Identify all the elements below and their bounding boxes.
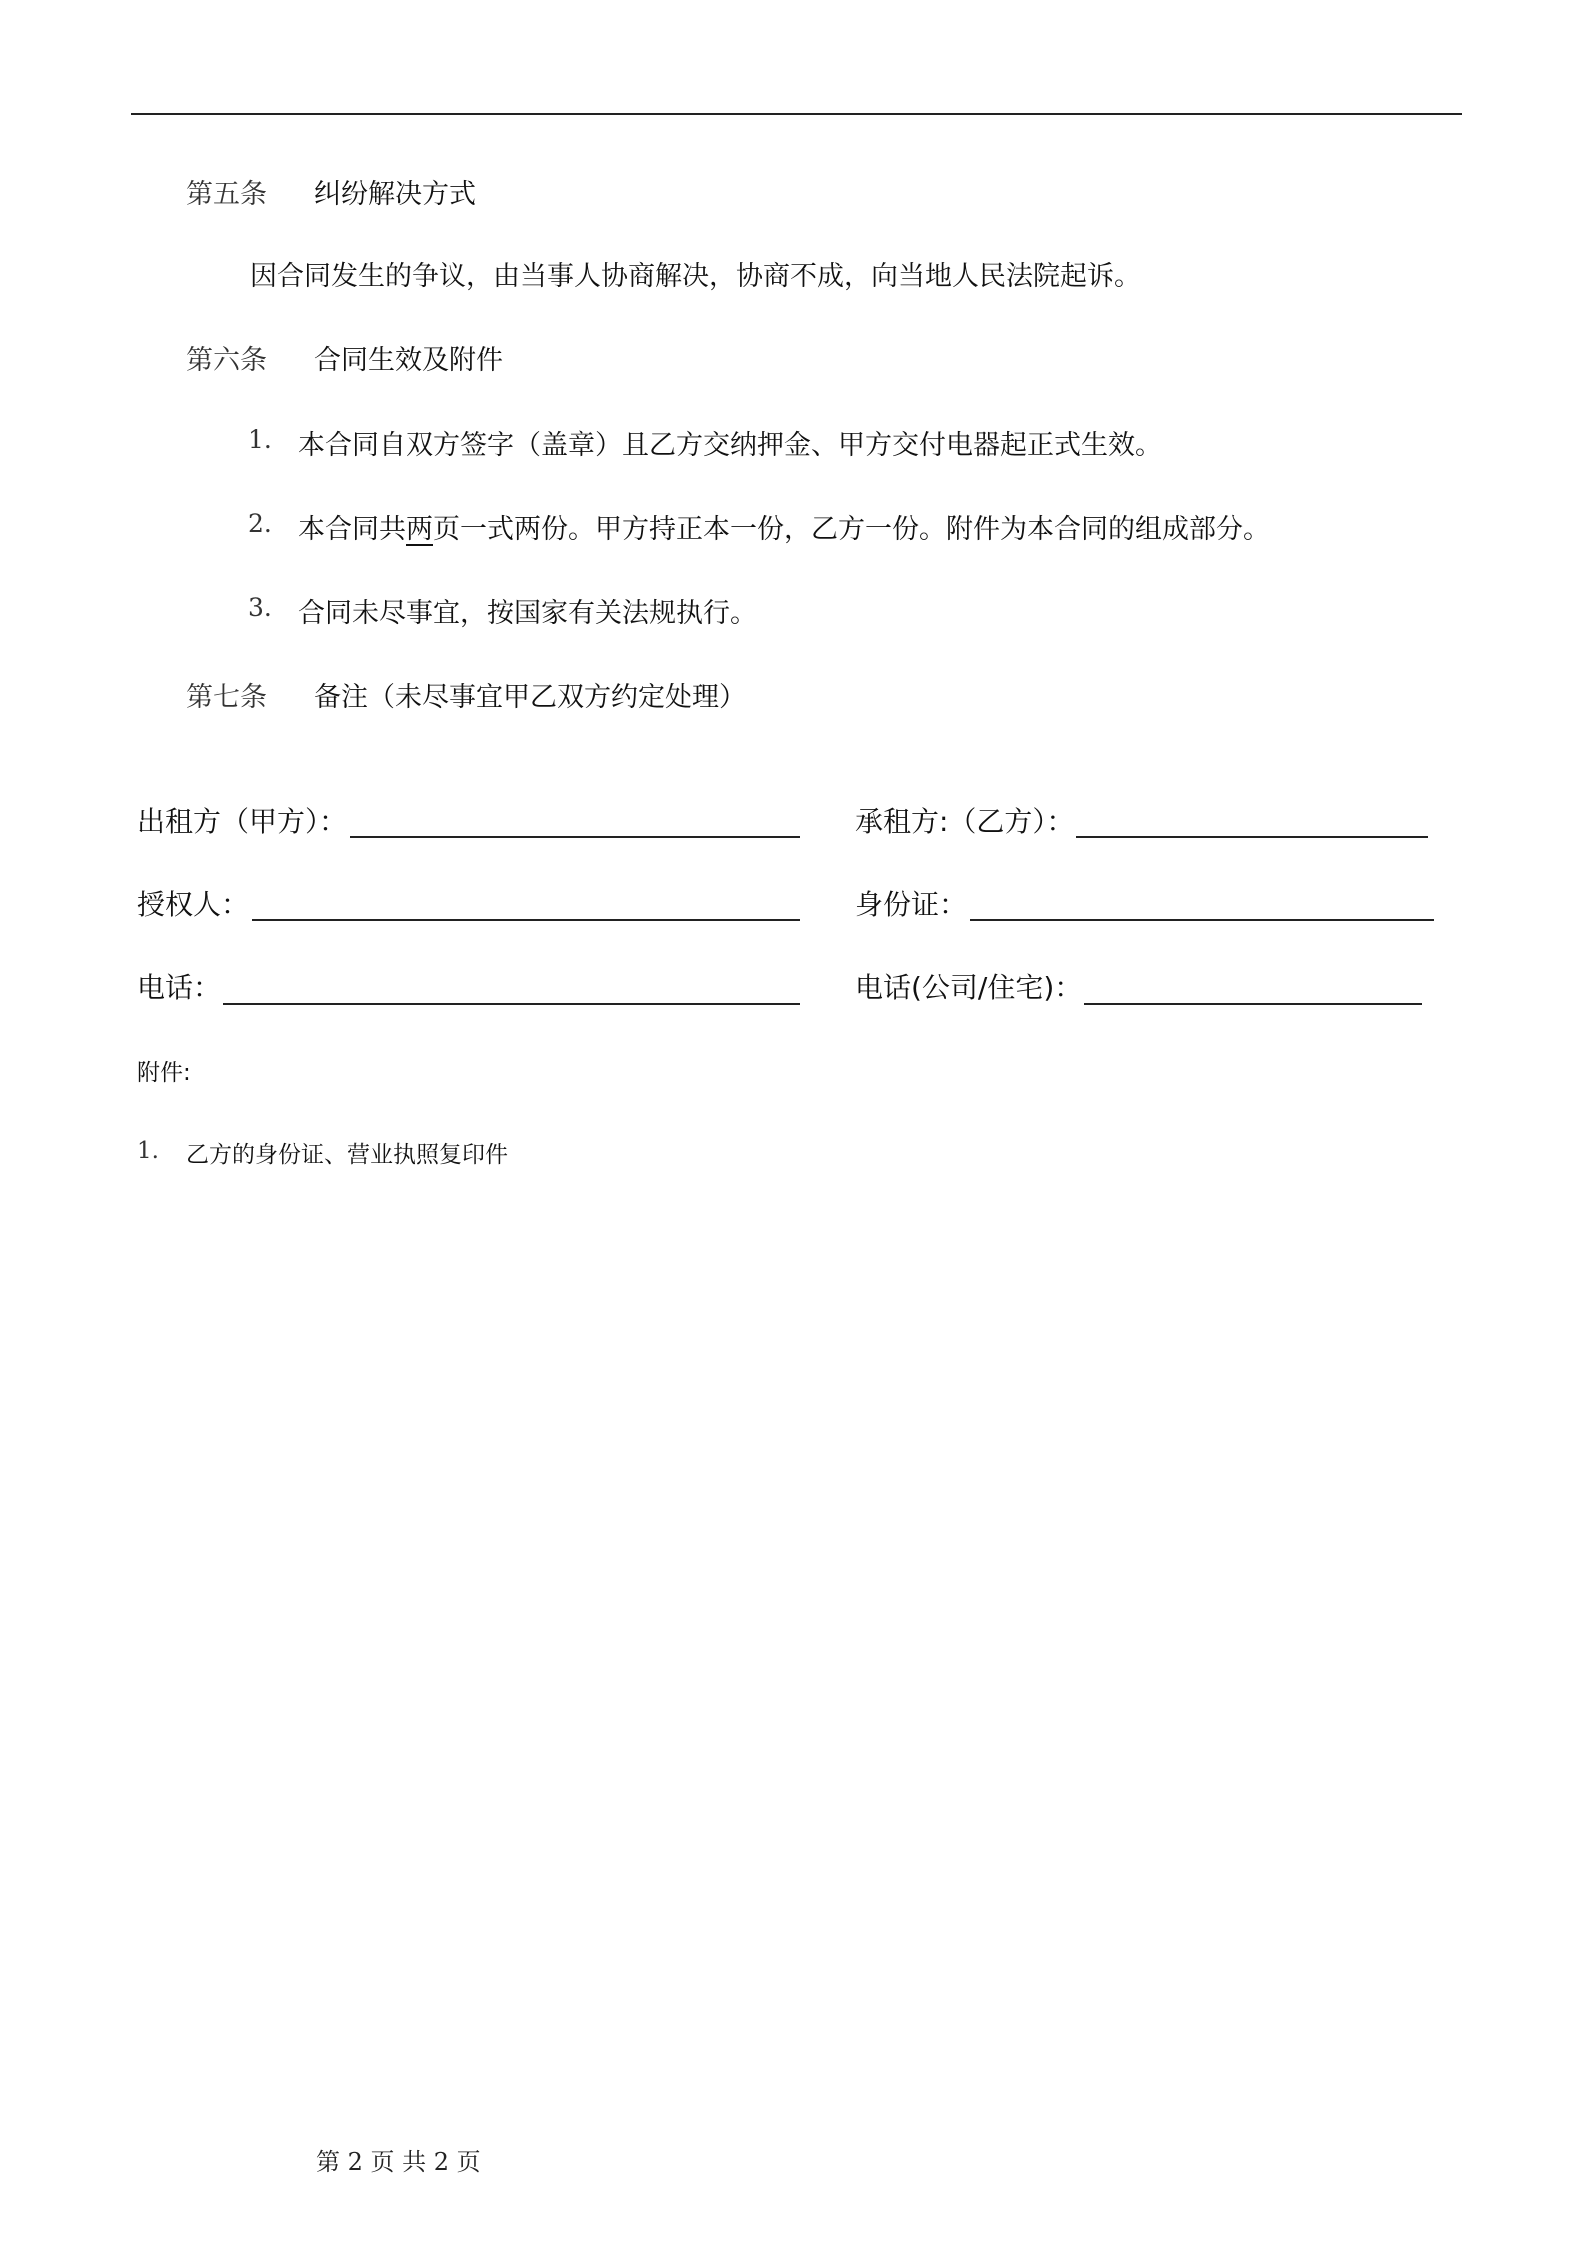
article-6-item-2-number: 2.	[248, 509, 272, 538]
id-card-label: 身份证：	[855, 888, 968, 921]
article-6-item-1-text: 本合同自双方签字（盖章）且乙方交纳押金、甲方交付电器起正式生效。	[298, 430, 1162, 461]
article-5-number: 第五条	[186, 179, 267, 210]
article-6-item-3-text: 合同未尽事宜，按国家有关法规执行。	[298, 598, 757, 629]
header-rule	[131, 113, 1462, 115]
phone-company-line	[1084, 1003, 1422, 1005]
item-2-page-count: 两	[406, 514, 433, 545]
phone-line	[223, 1003, 800, 1005]
authorized-signature-line	[252, 919, 800, 921]
attachment-1-number: 1.	[137, 1138, 159, 1164]
lessee-signature-line	[1076, 836, 1428, 838]
attachment-1-text: 乙方的身份证、营业执照复印件	[186, 1142, 508, 1168]
page-number-footer: 第 2 页 共 2 页	[316, 2148, 481, 2176]
article-7-title: 备注（未尽事宜甲乙双方约定处理）	[314, 682, 746, 713]
phone-label: 电话：	[137, 971, 222, 1004]
attachments-heading: 附件:	[137, 1060, 191, 1086]
article-5-title: 纠纷解决方式	[314, 179, 476, 210]
article-6-title: 合同生效及附件	[314, 345, 503, 376]
lessor-signature-line	[350, 836, 800, 838]
authorized-label: 授权人：	[137, 888, 250, 921]
article-6-item-3-number: 3.	[248, 593, 272, 622]
item-2-text-pre: 本合同共	[298, 514, 406, 545]
article-7-number: 第七条	[186, 682, 267, 713]
lessee-label: 承租方:（乙方）：	[855, 805, 1075, 838]
article-5-text: 因合同发生的争议，由当事人协商解决，协商不成，向当地人民法院起诉。	[250, 261, 1141, 292]
article-6-item-1-number: 1.	[248, 425, 272, 454]
phone-company-label: 电话(公司/住宅)：	[855, 971, 1083, 1004]
article-6-number: 第六条	[186, 345, 267, 376]
lessor-label: 出租方（甲方）：	[137, 805, 348, 838]
id-card-line	[970, 919, 1434, 921]
item-2-text-post: 页一式两份。甲方持正本一份，乙方一份。附件为本合同的组成部分。	[433, 514, 1270, 545]
article-6-item-2-text	[298, 507, 1270, 546]
